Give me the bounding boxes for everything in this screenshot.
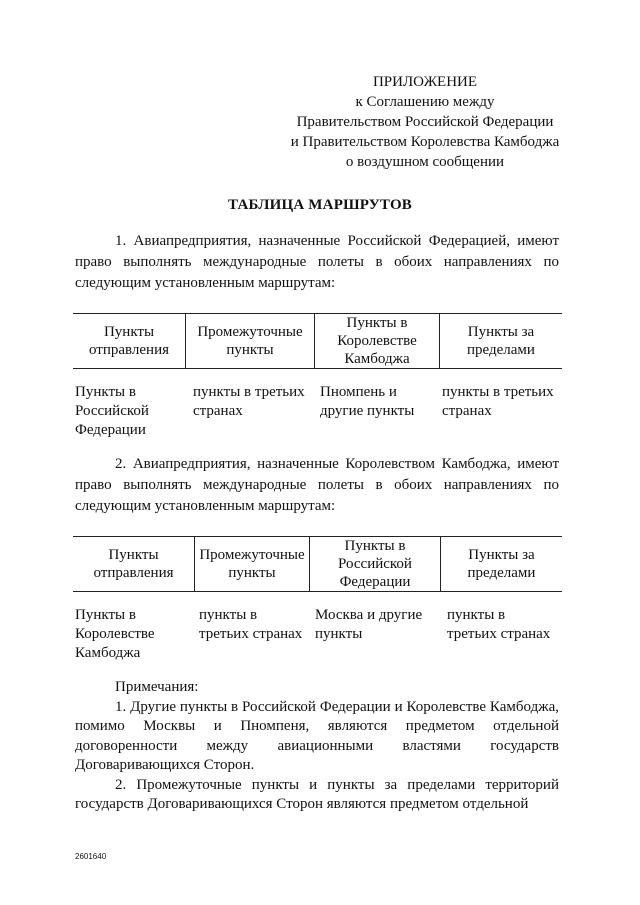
table-cell: Пункты в Королевстве Камбоджа — [75, 607, 155, 661]
note-1: 1. Другие пункты в Российской Федерации и Королевстве Камбоджа, помимо Москвы и Пномпеня, являются предметом отдельной договоренности между авиационными властями государств Договаривающихся Сторон. — [75, 698, 559, 773]
appendix-line: Правительством Российской Федерации — [296, 114, 554, 130]
section1-paragraph — [75, 231, 559, 294]
header-cell: Пункты отправления — [88, 324, 170, 358]
header-cell: Пункты в Российской Федерации — [338, 538, 412, 590]
header-cell: Пункты за пределами — [467, 324, 535, 358]
table-cell: пункты в третьих странах — [447, 607, 551, 642]
table-header-row — [73, 536, 562, 592]
notes-block — [75, 678, 559, 815]
appendix-title: ПРИЛОЖЕНИЕ — [372, 74, 478, 90]
header-cell: Промежуточные пункты — [197, 324, 303, 358]
section1-text: 1. Авиапредприятия, назначенные Российской Федерацией, имеют право выполнять международные полеты в обоих направлениях по следующим установленным маршрутам: — [75, 233, 559, 291]
table-cell: пункты в третьих странах — [442, 384, 554, 419]
appendix-line: к Соглашению между — [355, 94, 495, 110]
appendix-line: и Правительством Королевства Камбоджа — [290, 134, 560, 150]
table-header-row — [73, 313, 562, 369]
notes-label: Примечания: — [115, 679, 199, 695]
table-cell: Москва и другие пункты — [315, 607, 423, 642]
header-cell: Пункты отправления — [93, 547, 174, 581]
table-cell: пункты в третьих странах — [193, 384, 305, 419]
routes-table-1 — [73, 313, 562, 453]
section2-paragraph — [75, 454, 559, 517]
routes-table-2 — [73, 536, 562, 676]
table-row — [73, 383, 562, 453]
appendix-line: о воздушном сообщении — [345, 154, 505, 170]
note-2: 2. Промежуточные пункты и пункты за пределами территорий государств Договаривающихся Сторон являются предметом отдельной — [75, 776, 559, 812]
footer-code: 2601640 — [75, 852, 107, 861]
header-cell: Пункты в Королевстве Камбоджа — [337, 315, 417, 367]
section2-text: 2. Авиапредприятия, назначенные Королевством Камбоджа, имеют право выполнять международные полеты в обоих направлениях по следующим установленным маршрутам: — [75, 456, 559, 514]
header-cell: Пункты за пределами — [467, 547, 536, 581]
table-cell: Пномпень и другие пункты — [320, 384, 415, 419]
table-row — [73, 606, 562, 676]
header-cell: Промежуточные пункты — [199, 547, 305, 581]
doc-title: ТАБЛИЦА МАРШРУТОВ — [227, 197, 413, 213]
appendix-header — [260, 72, 590, 172]
table-cell: Пункты в Российской Федерации — [75, 384, 149, 438]
table-cell: пункты в третьих странах — [199, 607, 303, 642]
